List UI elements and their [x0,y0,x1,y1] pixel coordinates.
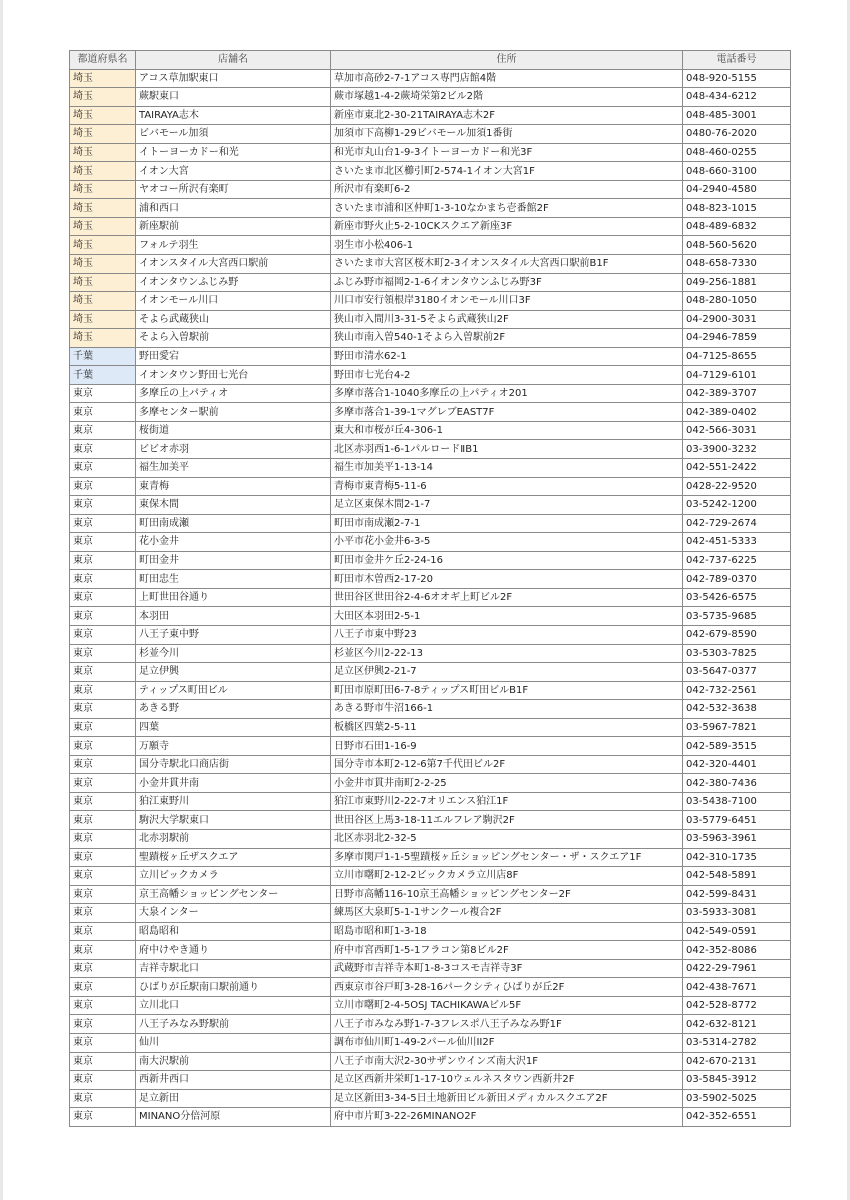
phone-cell: 042-679-8590 [683,625,791,644]
store-name-cell: 狛江東野川 [136,792,331,811]
store-name-cell: 吉祥寺駅北口 [136,959,331,978]
prefecture-cell: 東京 [70,681,136,700]
table-row [70,366,791,385]
store-name-cell: 駒沢大学駅東口 [136,811,331,830]
address-cell: 町田市金井ケ丘2-24-16 [331,551,683,570]
store-name-cell: 新座駅前 [136,217,331,236]
table-body [70,69,791,1126]
store-name-cell: イオン大宮 [136,162,331,181]
address-cell: 和光市丸山台1-9-3イトーヨーカドー和光3F [331,143,683,162]
prefecture-cell: 東京 [70,421,136,440]
address-cell: ふじみ野市福岡2-1-6イオンタウンふじみ野3F [331,273,683,292]
store-name-cell: 八王子東中野 [136,625,331,644]
prefecture-cell: 東京 [70,774,136,793]
prefecture-cell: 東京 [70,1052,136,1071]
store-name-cell: 上町世田谷通り [136,588,331,607]
store-name-cell: あきる野 [136,700,331,719]
address-cell: 町田市原町田6-7-8ティップス町田ビルB1F [331,681,683,700]
store-name-cell: 小金井貫井南 [136,774,331,793]
table-row [70,329,791,348]
address-cell: 日野市高幡116-10京王高幡ショッピングセンター2F [331,885,683,904]
phone-cell: 042-670-2131 [683,1052,791,1071]
prefecture-cell: 埼玉 [70,69,136,88]
prefecture-cell: 埼玉 [70,199,136,218]
address-cell: 多摩市関戸1-1-5聖蹟桜ヶ丘ショッピングセンター・ザ・スクエア1F [331,848,683,867]
prefecture-cell: 埼玉 [70,125,136,144]
prefecture-cell: 東京 [70,792,136,811]
prefecture-cell: 東京 [70,533,136,552]
prefecture-cell: 東京 [70,718,136,737]
store-name-cell: イトーヨーカドー和光 [136,143,331,162]
prefecture-cell: 埼玉 [70,106,136,125]
store-name-cell: 町田金井 [136,551,331,570]
store-name-cell: 北赤羽駅前 [136,829,331,848]
address-cell: 狭山市入間川3-31-5そよら武蔵狭山2F [331,310,683,329]
address-cell: 加須市下高柳1-29ビバモール加須1番街 [331,125,683,144]
store-name-cell: 浦和西口 [136,199,331,218]
table-row [70,514,791,533]
phone-cell: 03-5902-5025 [683,1089,791,1108]
phone-cell: 048-920-5155 [683,69,791,88]
table-row [70,737,791,756]
store-name-cell: 東青梅 [136,477,331,496]
table-row [70,477,791,496]
table-row [70,347,791,366]
table-row [70,199,791,218]
phone-cell: 03-5303-7825 [683,644,791,663]
store-name-cell: 西新井西口 [136,1071,331,1090]
address-cell: さいたま市北区櫛引町2-574-1イオン大宮1F [331,162,683,181]
address-cell: 青梅市東青梅5-11-6 [331,477,683,496]
address-cell: 日野市石田1-16-9 [331,737,683,756]
address-cell: 小平市花小金井6-3-5 [331,533,683,552]
store-name-cell: 花小金井 [136,533,331,552]
address-cell: 板橋区四葉2-5-11 [331,718,683,737]
phone-cell: 048-280-1050 [683,292,791,311]
table-row [70,625,791,644]
prefecture-cell: 東京 [70,1071,136,1090]
table-row [70,644,791,663]
phone-cell: 042-737-6225 [683,551,791,570]
table-row [70,255,791,274]
address-cell: 調布市仙川町1-49-2パール仙川ⅠⅠ2F [331,1033,683,1052]
store-name-cell: 本羽田 [136,607,331,626]
phone-cell: 048-434-6212 [683,88,791,107]
prefecture-cell: 東京 [70,922,136,941]
phone-cell: 042-632-8121 [683,1015,791,1034]
prefecture-cell: 千葉 [70,366,136,385]
address-cell: 立川市曙町2-12-2ビックカメラ立川店8F [331,867,683,886]
address-cell: 世田谷区世田谷2-4-6オオギ上町ビル2F [331,588,683,607]
phone-cell: 03-5845-3912 [683,1071,791,1090]
store-name-cell: 多摩丘の上パティオ [136,384,331,403]
prefecture-cell: 埼玉 [70,88,136,107]
address-cell: 野田市清水62-1 [331,347,683,366]
store-name-cell: ビビオ赤羽 [136,440,331,459]
prefecture-cell: 埼玉 [70,143,136,162]
table-row [70,885,791,904]
prefecture-cell: 東京 [70,663,136,682]
store-name-cell: 足立伊興 [136,663,331,682]
address-cell: 川口市安行領根岸3180イオンモール川口3F [331,292,683,311]
table-row [70,106,791,125]
prefecture-cell: 東京 [70,459,136,478]
phone-cell: 0422-29-7961 [683,959,791,978]
prefecture-cell: 東京 [70,978,136,997]
prefecture-cell: 東京 [70,477,136,496]
prefecture-cell: 東京 [70,848,136,867]
phone-cell: 042-352-6551 [683,1108,791,1127]
address-cell: 蕨市塚越1-4-2蕨埼栄第2ビル2階 [331,88,683,107]
prefecture-cell: 東京 [70,996,136,1015]
prefecture-cell: 東京 [70,625,136,644]
table-row [70,180,791,199]
table-row [70,1071,791,1090]
store-name-cell: フォルテ羽生 [136,236,331,255]
address-cell: さいたま市浦和区仲町1-3-10なかまち壱番館2F [331,199,683,218]
table-row [70,811,791,830]
header-prefecture: 都道府県名 [70,51,136,70]
phone-cell: 048-460-0255 [683,143,791,162]
store-name-cell: 桜街道 [136,421,331,440]
address-cell: 府中市宮西町1-5-1フラコン第8ビル2F [331,941,683,960]
phone-cell: 042-380-7436 [683,774,791,793]
store-name-cell: TAIRAYA志木 [136,106,331,125]
table-row [70,310,791,329]
phone-cell: 04-2940-4580 [683,180,791,199]
store-name-cell: 町田南成瀬 [136,514,331,533]
phone-cell: 03-3900-3232 [683,440,791,459]
table-row [70,533,791,552]
table-row [70,607,791,626]
store-name-cell: イオンスタイル大宮西口駅前 [136,255,331,274]
address-cell: 北区赤羽西1-6-1パルロードⅡB1 [331,440,683,459]
store-name-cell: 国分寺駅北口商店街 [136,755,331,774]
phone-cell: 042-789-0370 [683,570,791,589]
store-name-cell: 仙川 [136,1033,331,1052]
header-store-name: 店舗名 [136,51,331,70]
store-name-cell: 大泉インター [136,904,331,923]
address-cell: 新座市野火止5-2-10CKスクエア新座3F [331,217,683,236]
table-row [70,143,791,162]
table-row [70,217,791,236]
store-name-cell: 京王高幡ショッピングセンター [136,885,331,904]
store-name-cell: そよら武蔵狭山 [136,310,331,329]
phone-cell: 042-566-3031 [683,421,791,440]
table-row [70,959,791,978]
store-name-cell: 福生加美平 [136,459,331,478]
prefecture-cell: 千葉 [70,347,136,366]
prefecture-cell: 東京 [70,904,136,923]
prefecture-cell: 東京 [70,1108,136,1127]
prefecture-cell: 東京 [70,755,136,774]
address-cell: 八王子市東中野23 [331,625,683,644]
store-name-cell: 町田忠生 [136,570,331,589]
address-cell: 町田市南成瀬2-7-1 [331,514,683,533]
phone-cell: 04-7125-8655 [683,347,791,366]
phone-cell: 0428-22-9520 [683,477,791,496]
table-row [70,996,791,1015]
store-name-cell: 八王子みなみ野駅前 [136,1015,331,1034]
prefecture-cell: 埼玉 [70,162,136,181]
address-cell: 狭山市南入曽540-1そよら入曽駅前2F [331,329,683,348]
prefecture-cell: 東京 [70,644,136,663]
phone-cell: 042-532-3638 [683,700,791,719]
address-cell: 府中市片町3-22-26MINANO2F [331,1108,683,1127]
prefecture-cell: 東京 [70,941,136,960]
prefecture-cell: 埼玉 [70,292,136,311]
table-row [70,292,791,311]
prefecture-cell: 東京 [70,885,136,904]
address-cell: 羽生市小松406-1 [331,236,683,255]
phone-cell: 042-528-8772 [683,996,791,1015]
address-cell: 草加市高砂2-7-1アコス専門店館4階 [331,69,683,88]
phone-cell: 049-256-1881 [683,273,791,292]
store-name-cell: 杉並今川 [136,644,331,663]
table-row [70,700,791,719]
table-row [70,663,791,682]
phone-cell: 048-560-5620 [683,236,791,255]
address-cell: 北区赤羽北2-32-5 [331,829,683,848]
table-row [70,421,791,440]
address-cell: 西東京市谷戸町3-28-16パークシティひばりが丘2F [331,978,683,997]
address-cell: 足立区伊興2-21-7 [331,663,683,682]
store-name-cell: イオンタウンふじみ野 [136,273,331,292]
prefecture-cell: 東京 [70,1089,136,1108]
table-row [70,496,791,515]
phone-cell: 042-589-3515 [683,737,791,756]
address-cell: 多摩市落合1-1040多摩丘の上パティオ201 [331,384,683,403]
table-row [70,69,791,88]
address-cell: 所沢市有楽町6-2 [331,180,683,199]
address-cell: 杉並区今川2-22-13 [331,644,683,663]
address-cell: 立川市曙町2-4-5OSJ TACHIKAWAビル5F [331,996,683,1015]
phone-cell: 042-548-5891 [683,867,791,886]
table-row [70,1108,791,1127]
prefecture-cell: 埼玉 [70,255,136,274]
address-cell: 町田市木曽西2-17-20 [331,570,683,589]
phone-cell: 042-551-2422 [683,459,791,478]
phone-cell: 03-5242-1200 [683,496,791,515]
address-cell: 足立区東保木間2-1-7 [331,496,683,515]
prefecture-cell: 埼玉 [70,217,136,236]
phone-cell: 03-5735-9685 [683,607,791,626]
prefecture-cell: 埼玉 [70,329,136,348]
phone-cell: 03-5779-6451 [683,811,791,830]
table-row [70,459,791,478]
table-row [70,904,791,923]
header-address: 住所 [331,51,683,70]
header-phone: 電話番号 [683,51,791,70]
phone-cell: 042-732-2561 [683,681,791,700]
address-cell: 新座市東北2-30-21TAIRAYA志木2F [331,106,683,125]
table-row [70,774,791,793]
phone-cell: 048-658-7330 [683,255,791,274]
table-row [70,755,791,774]
store-name-cell: そよら入曽駅前 [136,329,331,348]
table-row [70,403,791,422]
address-cell: 世田谷区上馬3-18-11エルフレア駒沢2F [331,811,683,830]
prefecture-cell: 埼玉 [70,310,136,329]
prefecture-cell: 東京 [70,570,136,589]
store-name-cell: 立川ビックカメラ [136,867,331,886]
prefecture-cell: 東京 [70,514,136,533]
address-cell: 狛江市東野川2-22-7オリエンス狛江1F [331,792,683,811]
prefecture-cell: 東京 [70,959,136,978]
store-name-cell: 立川北口 [136,996,331,1015]
store-name-cell: 南大沢駅前 [136,1052,331,1071]
table-row [70,1052,791,1071]
table-row [70,551,791,570]
prefecture-cell: 東京 [70,440,136,459]
address-cell: 足立区新田3-34-5日土地新田ビル新田メディカルスクエア2F [331,1089,683,1108]
prefecture-cell: 東京 [70,737,136,756]
table-row [70,1089,791,1108]
address-cell: 八王子市みなみ野1-7-3フレスポ八王子みなみ野1F [331,1015,683,1034]
prefecture-cell: 東京 [70,1015,136,1034]
address-cell: さいたま市大宮区桜木町2-3イオンスタイル大宮西口駅前B1F [331,255,683,274]
table-row [70,718,791,737]
address-cell: 足立区西新井栄町1-17-10ウェルネスタウン西新井2F [331,1071,683,1090]
prefecture-cell: 東京 [70,700,136,719]
prefecture-cell: 東京 [70,829,136,848]
store-name-cell: ティップス町田ビル [136,681,331,700]
prefecture-cell: 東京 [70,403,136,422]
phone-cell: 04-2900-3031 [683,310,791,329]
store-name-cell: ヤオコー所沢有楽町 [136,180,331,199]
store-name-cell: MINANO分倍河原 [136,1108,331,1127]
phone-cell: 048-823-1015 [683,199,791,218]
table-row [70,829,791,848]
table-row [70,867,791,886]
store-name-cell: ビバモール加須 [136,125,331,144]
phone-cell: 042-389-3707 [683,384,791,403]
table-row [70,162,791,181]
table-row [70,1033,791,1052]
table-row [70,440,791,459]
phone-cell: 042-599-8431 [683,885,791,904]
table-row [70,236,791,255]
store-name-cell: 昭島昭和 [136,922,331,941]
phone-cell: 03-5963-3961 [683,829,791,848]
store-name-cell: アコス草加駅東口 [136,69,331,88]
phone-cell: 042-389-0402 [683,403,791,422]
table-row [70,941,791,960]
address-cell: 東大和市桜が丘4-306-1 [331,421,683,440]
phone-cell: 03-5933-3081 [683,904,791,923]
table-row [70,1015,791,1034]
table-header-row [70,51,791,70]
table-row [70,848,791,867]
prefecture-cell: 埼玉 [70,273,136,292]
store-name-cell: 東保木間 [136,496,331,515]
address-cell: 大田区本羽田2-5-1 [331,607,683,626]
phone-cell: 03-5647-0377 [683,663,791,682]
prefecture-cell: 東京 [70,607,136,626]
phone-cell: 042-729-2674 [683,514,791,533]
prefecture-cell: 東京 [70,496,136,515]
table-row [70,384,791,403]
address-cell: あきる野市牛沼166-1 [331,700,683,719]
store-name-cell: 府中けやき通り [136,941,331,960]
address-cell: 武蔵野市吉祥寺本町1-8-3コスモ吉祥寺3F [331,959,683,978]
store-name-cell: 四葉 [136,718,331,737]
table-row [70,681,791,700]
address-cell: 小金井市貫井南町2-2-25 [331,774,683,793]
table-row [70,273,791,292]
phone-cell: 042-320-4401 [683,755,791,774]
address-cell: 練馬区大泉町5-1-1サンクール複合2F [331,904,683,923]
store-name-cell: 多摩センター駅前 [136,403,331,422]
store-name-cell: 万願寺 [136,737,331,756]
prefecture-cell: 埼玉 [70,180,136,199]
phone-cell: 04-7129-6101 [683,366,791,385]
phone-cell: 0480-76-2020 [683,125,791,144]
address-cell: 八王子市南大沢2-30サザンウインズ南大沢1F [331,1052,683,1071]
store-name-cell: イオンモール川口 [136,292,331,311]
prefecture-cell: 東京 [70,551,136,570]
store-name-cell: ひばりが丘駅南口駅前通り [136,978,331,997]
phone-cell: 03-5314-2782 [683,1033,791,1052]
phone-cell: 03-5967-7821 [683,718,791,737]
address-cell: 野田市七光台4-2 [331,366,683,385]
prefecture-cell: 東京 [70,588,136,607]
phone-cell: 042-310-1735 [683,848,791,867]
phone-cell: 042-352-8086 [683,941,791,960]
phone-cell: 04-2946-7859 [683,329,791,348]
address-cell: 昭島市昭和町1-3-18 [331,922,683,941]
phone-cell: 03-5426-6575 [683,588,791,607]
phone-cell: 048-485-3001 [683,106,791,125]
phone-cell: 048-489-6832 [683,217,791,236]
table-row [70,792,791,811]
prefecture-cell: 東京 [70,811,136,830]
store-name-cell: 聖蹟桜ヶ丘ザスクエア [136,848,331,867]
address-cell: 国分寺市本町2-12-6第7千代田ビル2F [331,755,683,774]
phone-cell: 03-5438-7100 [683,792,791,811]
table-row [70,588,791,607]
table-row [70,570,791,589]
table-row [70,88,791,107]
store-name-cell: イオンタウン野田七光台 [136,366,331,385]
address-cell: 多摩市落合1-39-1マグレブEAST7F [331,403,683,422]
prefecture-cell: 東京 [70,384,136,403]
phone-cell: 042-451-5333 [683,533,791,552]
prefecture-cell: 埼玉 [70,236,136,255]
prefecture-cell: 東京 [70,867,136,886]
store-name-cell: 蕨駅東口 [136,88,331,107]
store-name-cell: 足立新田 [136,1089,331,1108]
prefecture-cell: 東京 [70,1033,136,1052]
phone-cell: 042-438-7671 [683,978,791,997]
store-name-cell: 野田愛宕 [136,347,331,366]
table-row [70,978,791,997]
table-row [70,922,791,941]
phone-cell: 042-549-0591 [683,922,791,941]
store-table [69,50,791,1127]
address-cell: 福生市加美平1-13-14 [331,459,683,478]
table-row [70,125,791,144]
document-page [3,0,847,1200]
phone-cell: 048-660-3100 [683,162,791,181]
